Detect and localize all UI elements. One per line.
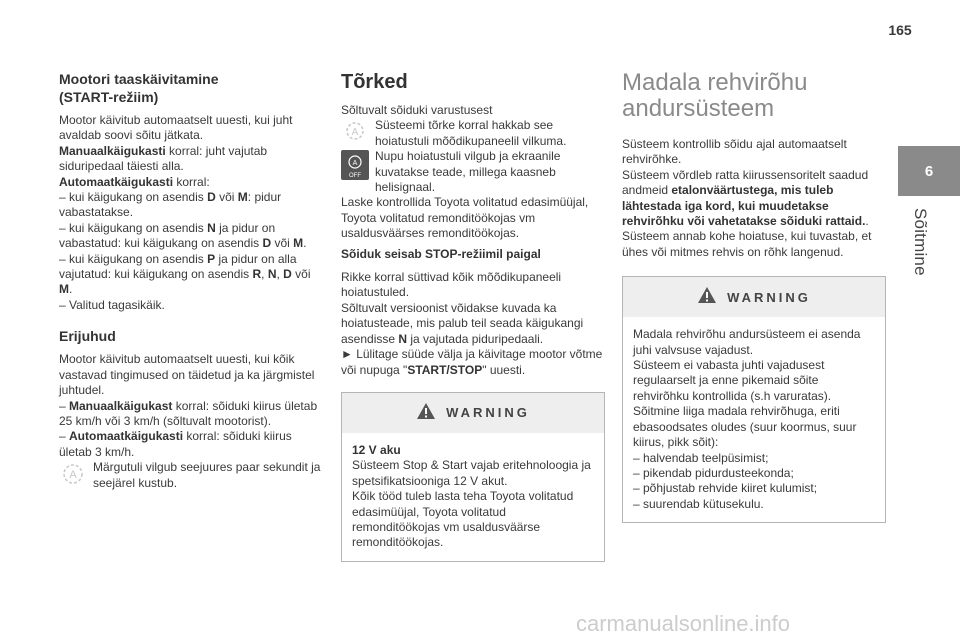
list-item: – Automaatkäigukasti korral: sõiduki kiirus ületab 3 km/h. [59, 429, 292, 459]
warning-text: Süsteem ei vabasta juhti vajadusest regulaarselt ja enne pikemaid sõite rehvirõhku kontrollida (s.h varuratas). [633, 358, 832, 403]
paragraph: Süsteem võrdleb ratta kiirussensoritelt saadud andmeid etalonväärtustega, mis tuleb lähtestada iga kord, kui muudetakse rehvirõhku või vahetatakse sõiduki rattaid.. [622, 167, 869, 229]
section-heading-tpms: Madala rehvirõhu andursüsteem [622, 69, 808, 122]
warning-triangle-icon [416, 402, 436, 424]
column-faults [341, 70, 605, 562]
section-heading-special: Erijuhud [59, 328, 116, 345]
paragraph: Mootor käivitub automaatselt uuesti, kui kõik vastavad tingimused on täidetud ja ka järgmistel juhtudel. [59, 352, 315, 398]
paragraph: Rikke korral süttivad kõik mõõdikupaneeli hoiatustuled. [341, 270, 562, 300]
paragraph: Süsteem kontrollib sõidu ajal automaatselt rehvirõhke. [622, 137, 847, 167]
section-heading-faults: Tõrked [341, 71, 408, 93]
column-restart [59, 70, 327, 491]
list-item: – pikendab pidurdusteekonda; [633, 465, 794, 480]
icon-note: A OFF Nupu hoiatustuli vilgub ja ekraanile kuvatakse teade, millega kaasneb helisignaal. [341, 149, 605, 195]
paragraph-manual: Manuaalkäigukasti korral: juht vajutab siduripedaal täiesti alla. [59, 143, 268, 174]
paragraph: Laske kontrollida Toyota volitatud edasimüüjal, Toyota volitatud remonditöökojas vm usaldusväärses remonditöökojas. [341, 195, 589, 241]
auto-start-stop-icon [59, 460, 87, 492]
warning-triangle-icon [697, 286, 717, 308]
icon-note: A Märgutuli vilgub seejuures paar sekundit ja seejärel kustub. [59, 460, 327, 491]
warning-header [342, 393, 604, 433]
warning-body [623, 317, 885, 522]
warning-text: Sõitmine liiga madala rehvirõhuga, eriti ebasoodsates oludes (suur koormus, suur kiirus, pikk sõit): [633, 404, 857, 450]
paragraph: Süsteem annab kohe hoiatuse, kui tuvastab, et ühes või mitmes rehvis on rõhk langenud. [622, 229, 872, 259]
section-heading-restart: Mootori taaskäivitamine (START-režiim) [59, 71, 219, 105]
svg-text:OFF: OFF [349, 173, 361, 180]
icon-note: A Süsteemi tõrke korral hakkab see hoiatustuli mõõdikupaneelil vilkuma. [341, 118, 605, 149]
watermark: carmanualsonline.info [576, 611, 791, 636]
chapter-number: 6 [924, 162, 934, 180]
page-number: 165 [888, 22, 912, 38]
list-item: – halvendab teelpüsimist; [633, 450, 769, 465]
warning-title: WARNING [727, 289, 811, 305]
warning-heading: 12 V aku [352, 442, 401, 457]
warning-body [342, 433, 604, 561]
subheading-stop-mode: Sõiduk seisab STOP-režiimil paigal [341, 246, 541, 261]
column-tpms [622, 70, 886, 523]
chapter-title: Sõitmine [911, 208, 930, 276]
list-item: – suurendab kütusekulu. [633, 496, 764, 511]
list-item: – kui käigukang on asendis N ja pidur on vabastatud: kui käigukang on asendis D või M. [59, 220, 307, 251]
start-stop-off-button-icon [341, 150, 369, 184]
list-item: – Manuaalkäigukast korral: sõiduki kiirus ületab 25 km/h või 3 km/h (sõltuvalt mootorist). [59, 398, 318, 428]
warning-text: Süsteem Stop & Start vajab eritehnoloogia ja spetsifikatsiooniga 12 V akut. Kõik tööd tuleb lasta teha Toyota volitatud edasimüüjal, Toyota volitatud remonditöökojas vm usaldusväärse remonditöökojas. [352, 458, 591, 550]
list-item: – kui käigukang on asendis D või M: pidur vabastatakse. [59, 190, 282, 220]
list-item: – Valitud tagasikäik. [59, 297, 165, 312]
chapter-tab [898, 146, 960, 196]
list-item: – põhjustab rehvide kiiret kulumist; [633, 481, 818, 496]
paragraph: Mootor käivitub automaatselt uuesti, kui juht avaldab soovi sõitu jätkata. [59, 113, 293, 143]
paragraph: Sõltuvalt versioonist võidakse kuvada ka hoiatusteade, mis palub teil seada käigukangi asendisse N ja vajutada piduripedaali. [341, 300, 584, 346]
list-item: – kui käigukang on asendis P ja pidur on alla vajutatud: kui käigukang on asendis R, N, D või M. [59, 251, 311, 297]
paragraph-auto: Automaatkäigukasti korral: [59, 174, 210, 189]
warning-box [622, 276, 886, 523]
svg-text:A: A [351, 127, 359, 139]
warning-text: Madala rehvirõhu andursüsteem ei asenda juhi valvsuse vajadust. [633, 327, 861, 357]
chapter-label [896, 208, 960, 318]
svg-text:A: A [352, 160, 358, 168]
warning-box [341, 392, 605, 562]
svg-text:A: A [69, 469, 77, 482]
warning-title: WARNING [446, 405, 530, 421]
auto-start-stop-icon [341, 118, 369, 148]
paragraph: Sõltuvalt sõiduki varustusest [341, 103, 493, 117]
paragraph: ► Lülitage süüde välja ja käivitage mootor võtme või nupuga "START/STOP" uuesti. [341, 347, 603, 377]
warning-header [623, 277, 885, 317]
